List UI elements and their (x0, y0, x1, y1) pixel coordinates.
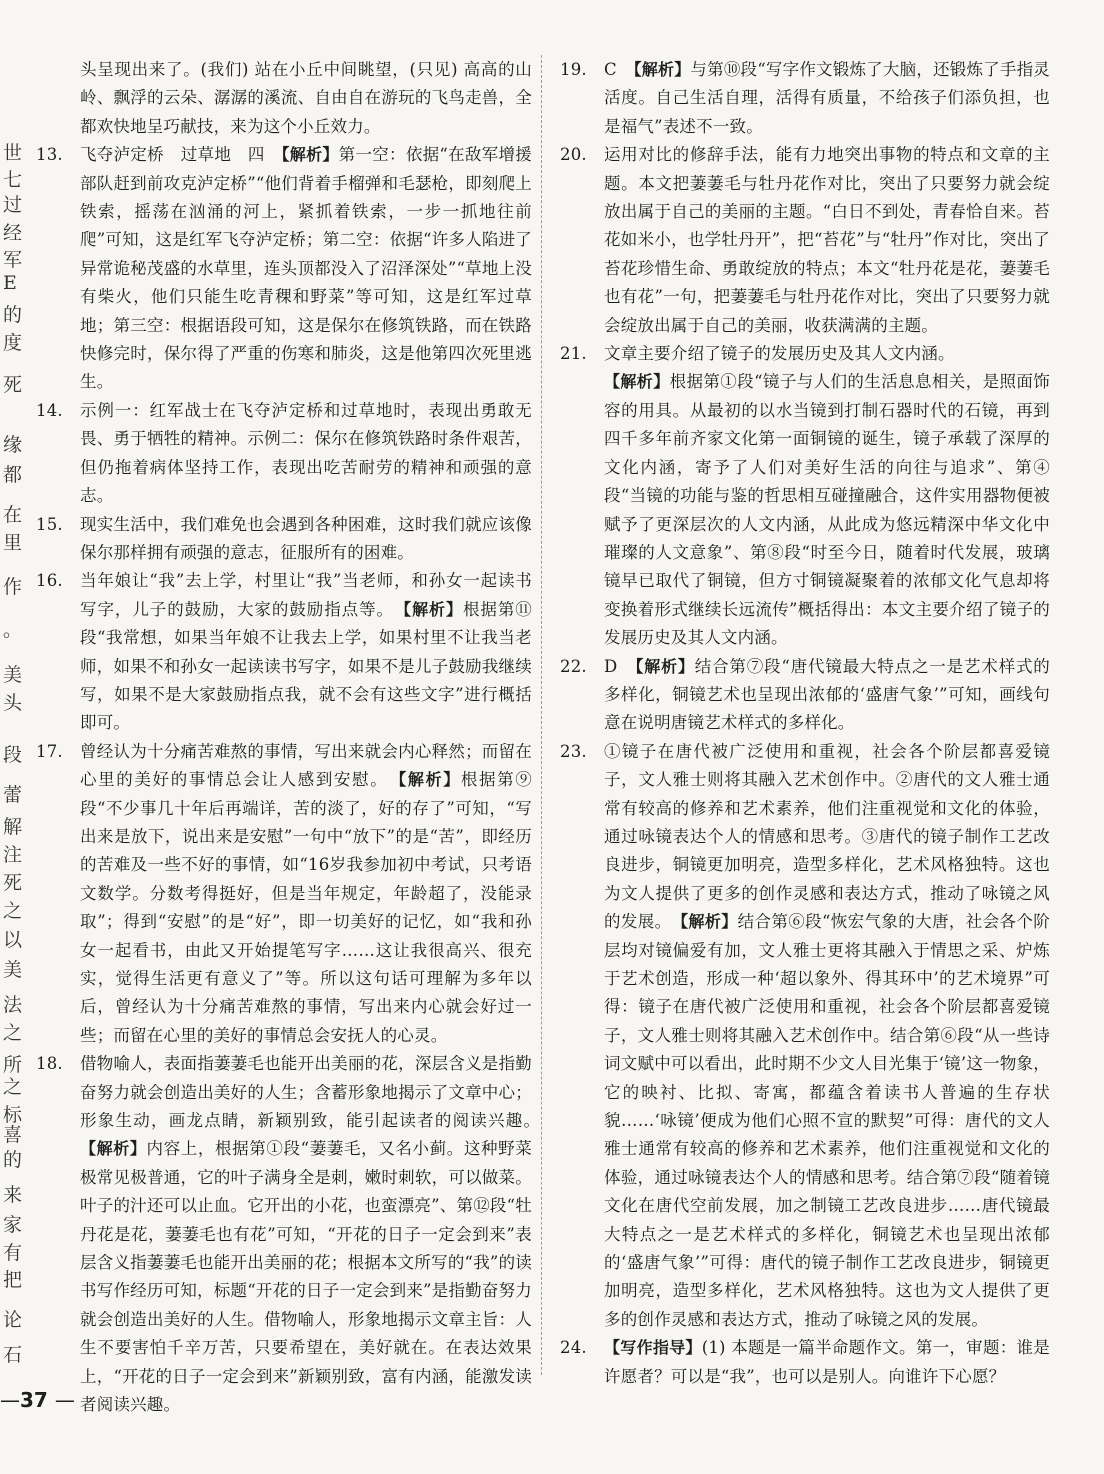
item-number: 20. (560, 145, 587, 165)
edge-fragment: 喜 (3, 1124, 23, 1146)
edge-fragment: 有 (3, 1242, 23, 1264)
answer-item (560, 340, 1050, 368)
item-number: 23. (560, 741, 587, 761)
item-text: 现实生活中，我们难免也会遇到各种困难，这时我们就应该像保尔那样拥有顽强的意志，征服所有的困难。 (80, 514, 532, 562)
answer-item (36, 141, 532, 397)
edge-fragment: 。 (3, 619, 23, 641)
analysis-tag: 【解析】 (80, 1139, 147, 1159)
item-text: 文章主要介绍了镜子的发展历史及其人文内涵。 (604, 344, 955, 364)
analysis-tag: 【解析】 (398, 770, 461, 790)
item-number: 24. (560, 1338, 587, 1358)
edge-fragment: 在 (3, 504, 23, 526)
edge-fragment: 所 (3, 1054, 23, 1076)
analysis-tag: 【解析】 (635, 656, 695, 676)
item-text: 飞夺泸定桥 过草地 四 【解析】第一空：依据“在敌军增援部队赶到前攻克泸定桥”“他们背着手榴弹和毛瑟枪，即刻爬上铁索，摇荡在汹涌的河上，紧抓着铁索，一步一抓地往前爬”可知，这是红军飞夺泸定桥；第二空：依据“许多人陷进了异常诡秘茂盛的水草里，连头顶都没入了沼泽深处”“草地上没有柴火，他们只能生吃青稞和野菜”等可知，这是红军过草地；第三空：根据语段可知，这是保尔在修筑铁路，而在铁路快修完时，保尔得了严重的伤寒和肺炎，这是他第四次死里逃生。 (80, 145, 532, 392)
edge-fragment: 美 (3, 664, 23, 686)
answer-item (36, 511, 532, 568)
analysis-tag: 【解析】 (604, 372, 670, 392)
item-number: 14. (36, 400, 63, 420)
left-margin-fragments (0, 60, 22, 1390)
edge-fragment: 石 (3, 1344, 23, 1366)
edge-fragment: 家 (3, 1214, 23, 1236)
edge-fragment: 死 (3, 872, 23, 894)
edge-fragment: 之 (3, 1022, 23, 1044)
item-text: 示例一：红军战士在飞夺泸定桥和过草地时，表现出勇敢无畏、勇于牺牲的精神。示例二：保尔在修筑铁路时条件艰苦，但仍拖着病体坚持工作，表现出吃苦耐劳的精神和顽强的意志。 (80, 400, 532, 506)
answer-item (560, 141, 1050, 340)
analysis-tag: 【解析】 (403, 599, 463, 619)
edge-fragment: 蕾 (3, 784, 23, 806)
analysis-tag: 【解析】 (633, 60, 691, 79)
item-number: 15. (36, 514, 63, 534)
item-text: 运用对比的修辞手法，能有力地突出事物的特点和文章的主题。本文把萋萋毛与牡丹花作对比，突出了只要努力就会绽放出属于自己的美丽的主题。“白日不到处，青春恰自来。苔花如米小，也学牡丹开”，把“苔花”与“牡丹”作对比，突出了苔花珍惜生命、勇敢绽放的特点；本文“牡丹花是花，萋萋毛也有花”一句，把萋萋毛与牡丹花作对比，突出了只要努力就会绽放出属于自己的美丽，收获满满的主题。 (604, 145, 1050, 335)
answer-item (560, 653, 1050, 738)
edge-fragment: 度 (3, 332, 23, 354)
edge-fragment: 的 (3, 304, 23, 326)
item-number: 17. (36, 741, 63, 761)
edge-fragment: 头 (3, 692, 23, 714)
edge-fragment: E (3, 272, 17, 294)
edge-fragment: 缘 (3, 434, 23, 456)
edge-fragment: 都 (3, 464, 23, 486)
answer-item (560, 738, 1050, 1335)
right-column (560, 56, 1050, 1391)
edge-fragment: 死 (3, 374, 23, 396)
intro-paragraph: 头呈现出来了。(我们) 站在小丘中间眺望，(只见) 高高的山岭、飘浮的云朵、潺潺的溪流、自由自在游玩的飞鸟走兽，全都欢快地呈巧献技，来为这个小丘效力。 (80, 60, 532, 136)
page-number-dash-right: — (54, 1388, 75, 1412)
page-number-value: 37 (20, 1388, 48, 1412)
analysis-tag: 【写作指导】 (604, 1338, 702, 1358)
edge-fragment: 军 (3, 249, 23, 271)
answer-item (36, 397, 532, 511)
item-number: 13. (36, 145, 63, 165)
edge-fragment: 世 (3, 142, 23, 164)
answer-item (36, 1050, 549, 1419)
item-text: 借物喻人，表面指萋萋毛也能开出美丽的花，深层含义是指勤奋努力就会创造出美好的人生；含蓄形象地揭示了文章中心；形象生动，画龙点睛，新颖别致，能引起读者的阅读兴趣。 【解析】内容上，根据第①段“萋萋毛，又名小蓟。这种野菜极常见极普通，它的叶子满身全是刺，嫩时刺软，可以做菜。叶子的汁还可以止血。它开出的小花，也蛮漂亮”、第⑫段“牡丹花是花，萋萋毛也有花”可知，“开花的日子一定会到来”表层含义指萋萋毛也能开出美丽的花；根据本文所写的“我”的读书写作经历可知，标题“开花的日子一定会到来”是指勤奋努力就会创造出美好的人生。借物喻人，形象地揭示文章主旨：人生不要害怕千辛万苦，只要希望在，美好就在。在表达效果上，“开花的日子一定会到来”新颖别致，富有内涵，能激发读者阅读兴趣。 (80, 1054, 549, 1415)
edge-fragment: 作 (3, 576, 23, 598)
page-number (0, 1388, 75, 1412)
page-number-dash-left: — (0, 1388, 20, 1412)
item-number: 21. (560, 344, 587, 364)
analysis-tag: 【解析】 (281, 145, 339, 165)
item-number: 22. (560, 656, 587, 676)
analysis-tag: 【解析】 (680, 912, 738, 932)
item-text: 曾经认为十分痛苦难熬的事情，写出来就会内心释然；而留在心里的美好的事情总会让人感到安慰。 【解析】根据第⑨段“不少事几十年后再端详，苦的淡了，好的存了”可知，“写出来是放下，说出来是安慰”一句中“放下”的是“苦”，即经历的苦难及一些不好的事情，如“16岁我参加初中考试，只考语文数学。分数考得挺好，但是当年规定，年龄超了，没能录取”；得到“安慰”的是“好”，即一切美好的记忆，如“我和孙女一起看书，由此又开始提笔写字……这让我很高兴、很充实，觉得生活更有意义了”等。所以这句话可理解为多年以后，曾经认为十分痛苦难熬的事情，写出来内心就会好过一些；而留在心里的美好的事情总会安抚人的心灵。 (80, 741, 532, 1045)
edge-fragment: 以 (3, 929, 23, 951)
item-text: C 【解析】与第⑩段“写字作文锻炼了大脑，还锻炼了手指灵活度。自己生活自理，活得有质量，不给孩子们添负担，也是福气”表述不一致。 (604, 60, 1051, 136)
answer-item (560, 1334, 1050, 1391)
column-divider (541, 55, 542, 1375)
left-column (36, 56, 549, 1420)
item-text: 【写作指导】(1) 本题是一篇半命题作文。第一，审题：谁是许愿者？可以是“我”，也可以是别人。向谁许下心愿？ (604, 1338, 1050, 1386)
answer-item (36, 567, 532, 737)
item-text: D 【解析】结合第⑦段“唐代镜最大特点之一是艺术样式的多样化，铜镜艺术也呈现出浓郁的‘盛唐气象’”可知，画线句意在说明唐镜艺术样式的多样化。 (604, 656, 1050, 733)
edge-fragment: 美 (3, 959, 23, 981)
edge-fragment: 之 (3, 1076, 23, 1098)
item-number: 16. (36, 571, 63, 591)
edge-fragment: 解 (3, 816, 23, 838)
answer-item (560, 56, 1050, 141)
edge-fragment: 里 (3, 532, 23, 554)
edge-fragment: 经 (3, 222, 23, 244)
item-text: ①镜子在唐代被广泛使用和重视，社会各个阶层都喜爱镜子，文人雅士则将其融入艺术创作中。②唐代的文人雅士通常有较高的修养和艺术素养，他们注重视觉和文化的体验，通过咏镜表达个人的情感和思考。③唐代的镜子制作工艺改良进步，铜镜更加明亮，造型多样化，艺术风格独特。这也为文人提供了更多的创作灵感和表达方式，推动了咏镜之风的发展。 【解析】结合第⑥段“恢宏气象的大唐，社会各个阶层均对镜偏爱有加，文人雅士更将其融入于情思之采、炉炼于艺术创造，形成一种‘超以象外、得其环中’的艺术境界”可得：镜子在唐代被广泛使用和重视，社会各个阶层都喜爱镜子，文人雅士则将其融入艺术创作中。结合第⑥段“从一些诗词文赋中可以看出，此时期不少文人目光集于‘镜’这一物象，它的映衬、比拟、寄寓，都蕴含着读书人普遍的生存状貌……‘咏镜’便成为他们心照不宣的默契”可得：唐代的文人雅士通常有较高的修养和艺术素养，他们注重视觉和文化的体验，通过咏镜表达个人的情感和思考。结合第⑦段“随着镜文化在唐代空前发展，加之制镜工艺改良进步……唐代镜最大特点之一是艺术样式的多样化，铜镜艺术也呈现出浓郁的‘盛唐气象’”可得：唐代的镜子制作工艺改良进步，铜镜更加明亮，造型多样化，艺术风格独特。这也为文人提供了更多的创作灵感和表达方式，推动了咏镜之风的发展。 (604, 741, 1050, 1329)
edge-fragment: 段 (3, 744, 23, 766)
edge-fragment: 把 (3, 1269, 23, 1291)
item-number: 18. (36, 1054, 63, 1074)
item-number: 19. (560, 60, 587, 79)
edge-fragment: 论 (3, 1309, 23, 1331)
edge-fragment: 过 (3, 194, 23, 216)
edge-fragment: 的 (3, 1149, 23, 1171)
edge-fragment: 注 (3, 844, 23, 866)
answer-item (36, 738, 532, 1050)
edge-fragment: 标 (3, 1104, 23, 1126)
edge-fragment: 之 (3, 900, 23, 922)
edge-fragment: 七 (3, 169, 23, 191)
item-analysis: 【解析】根据第①段“镜子与人们的生活息息相关，是照面饰容的用具。从最初的以水当镜到打制石器时代的石镜，再到四千多年前齐家文化第一面铜镜的诞生，镜子承载了深厚的文化内涵，寄予了人们对美好生活的向往与追求”、第④段“当镜的功能与鉴的哲思相互碰撞融合，这件实用器物便被赋予了更深层次的人文内涵，从此成为悠远精深中华文化中璀璨的人文意象”、第⑧段“时至今日，随着时代发展，玻璃镜早已取代了铜镜，但方寸铜镜凝聚着的浓郁文化气息却将变换着形式继续长远流传”概括得出：本文主要介绍了镜子的发展历史及其人文内涵。 (604, 372, 1050, 648)
edge-fragment: 来 (3, 1184, 23, 1206)
edge-fragment: 法 (3, 994, 23, 1016)
item-text: 当年娘让“我”去上学，村里让“我”当老师，和孙女一起读书写字，儿子的鼓励，大家的鼓励指点等。 【解析】根据第⑪段“我常想，如果当年娘不让我去上学，如果村里不让我当老师，如果不和孙女一起读读书写字，如果不是儿子鼓励我继续写，如果不是大家鼓励指点我，就不会有这些文字”进行概括即可。 (80, 571, 532, 733)
